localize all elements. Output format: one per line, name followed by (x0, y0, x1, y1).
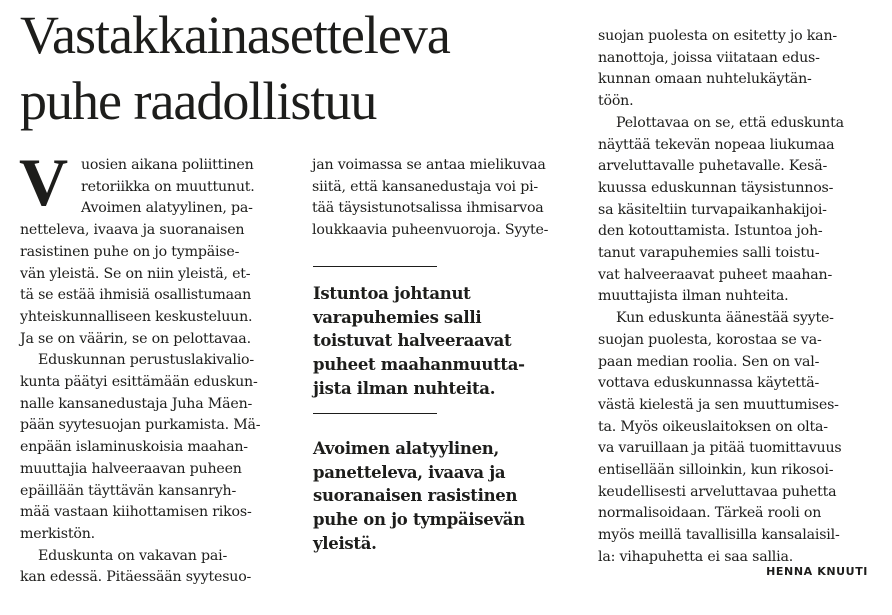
body-text-line: netteleva, ivaava ja suoranaisen (20, 222, 245, 239)
body-text-line: kuussa eduskunnan täysistunnos- (598, 179, 834, 196)
body-text-line: Eduskunta on vakavan pai- (38, 547, 228, 564)
body-text-line: nalle kansanedustaja Juha Mäen- (20, 395, 253, 412)
body-text-line: vän yleistä. Se on niin yleistä, et- (20, 265, 251, 282)
body-text-line: loukkaavia puheenvuoroja. Syyte- (312, 222, 549, 239)
body-text-line: västä kielestä ja sen muuttumises- (598, 396, 839, 413)
body-text-line: mää vastaan kiihottamisen rikos- (20, 504, 252, 521)
pullquote-line: panetteleva, ivaava ja (313, 462, 506, 482)
pullquote-line: yleistä. (313, 533, 377, 553)
pullquote-line: toistuvat halveeraavat (313, 331, 512, 351)
body-text-line: muuttajista ilman nuhteita. (598, 288, 789, 305)
body-text-line: töön. (598, 93, 634, 110)
body-text-line: enpään islaminuskoisia maahan- (20, 439, 248, 456)
body-text-line: nanottoja, joissa viitataan edus- (598, 49, 820, 66)
body-text-line: Avoimen alatyylinen, pa- (81, 200, 253, 217)
body-text-line: suojan puolesta, korostaa se va- (598, 331, 822, 348)
body-text-line: Ja se on väärin, se on pelottavaa. (20, 330, 251, 347)
pullquote-top-rule (313, 266, 437, 267)
pullquote-line: puheet maahanmuutta- (313, 355, 525, 375)
body-text-line: Kun eduskunta äänestää syyte- (616, 310, 834, 327)
body-text-line: ta. Myös oikeuslaitoksen on olta- (598, 418, 828, 435)
body-text-line: rasistinen puhe on jo tympäise- (20, 243, 240, 260)
body-text-line: Pelottavaa on se, että eduskunta (616, 114, 844, 131)
body-text-line: tä se estää ihmisiä osallistumaan (20, 287, 252, 304)
body-text-line: entisellään silloinkin, kun rikosoi- (598, 462, 834, 478)
body-text-line: näyttää tekevän nopeaa liukumaa (598, 136, 835, 153)
body-text-line: normalisoidaan. Tärkeä rooli on (598, 505, 822, 522)
body-text-line: retoriikka on muuttunut. (81, 178, 255, 195)
body-text-line: tanut varapuhemies salli toistu- (598, 245, 820, 261)
body-text-line: muuttajia halveeraavan puheen (20, 460, 242, 477)
body-text-line: va varuillaan ja pitää tuomittavuus (598, 440, 842, 457)
body-text-line: paan median roolia. Sen on val- (598, 353, 820, 370)
body-text-line: vottava eduskunnassa käytettä- (598, 375, 820, 392)
pullquote-line: jista ilman nuhteita. (313, 378, 496, 398)
body-text-line: vat halveeraavat puheet maahan- (598, 266, 833, 283)
body-text-line: uosien aikana poliittinen (81, 157, 254, 173)
body-text-line: arveluttavalle puhetavalle. Kesä- (598, 158, 828, 175)
body-text-line: tää täysistunotsalissa ihmisarvoa (312, 200, 544, 217)
headline-line-1: Vastakkainasetteleva (20, 5, 450, 65)
body-text-line: pään syytesuojan purkamista. Mä- (20, 417, 261, 434)
body-text-line: merkistön. (20, 525, 95, 542)
body-text-line: siitä, että kansanedustaja voi pi- (312, 178, 539, 195)
body-text-line: kunnan omaan nuhtelukäytän- (598, 71, 812, 88)
pullquote-line: suoranaisen rasistinen (313, 486, 518, 506)
pullquote-line: varapuhemies salli (313, 307, 482, 327)
byline: HENNA KNUUTI (766, 565, 868, 578)
body-text-line: la: vihapuhetta ei saa sallia. (598, 548, 794, 565)
pullquote-divider-rule (313, 413, 437, 414)
body-text-line: kunta päätyi esittämään eduskun- (20, 374, 258, 390)
body-text-line: yhteiskunnalliseen keskusteluun. (20, 308, 253, 325)
body-text-line: Eduskunnan perustuslakivalio- (38, 352, 254, 369)
body-text-line: keudellisesti arveluttavaa puhetta (598, 483, 837, 500)
body-text-line: den kotouttamista. Istuntoa joh- (598, 223, 823, 240)
headline-line-2: puhe raadollistuu (20, 71, 377, 131)
body-text-line: sa käsiteltiin turvapaikanhakijoi- (598, 201, 827, 218)
drop-cap: V (19, 144, 69, 220)
body-text-line: myös meillä tavallisilla kansalaisil- (598, 527, 840, 544)
article-headline (20, 2, 600, 134)
pullquote-line: puhe on jo tympäisevän (313, 510, 525, 530)
body-text-line: jan voimassa se antaa mielikuvaa (312, 157, 546, 173)
body-text-line: suojan puolesta on esitetty jo kan- (598, 28, 837, 44)
pullquote-line: Istuntoa johtanut (313, 284, 471, 303)
pullquote-line: Avoimen alatyylinen, (313, 439, 499, 458)
body-text-line: kan edessä. Pitäessään syytesuo- (20, 569, 252, 586)
body-text-line: epäillään täyttävän kansanryh- (20, 482, 237, 499)
